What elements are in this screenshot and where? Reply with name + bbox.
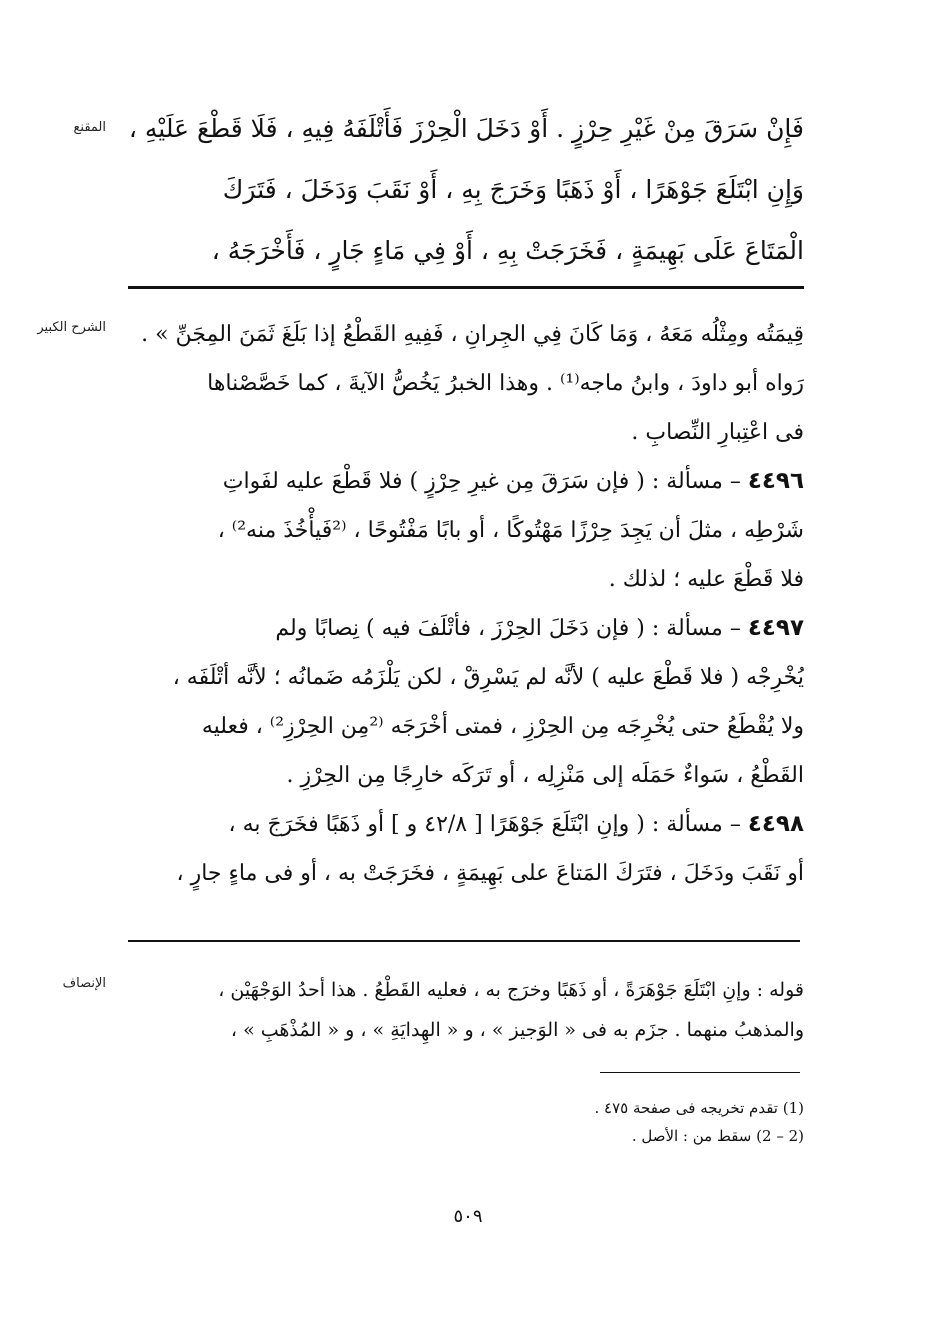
sharh-intro-line: فى اعْتِبارِ النِّصابِ . <box>631 420 804 445</box>
masala-text: – مسألة : ( وإنِ ابْتَلَعَ جَوْهَرًا [ ٤٢/٨ و ] أو ذَهَبًا فخَرَجَ به ، <box>228 812 741 837</box>
muqni-line: فَإِنْ سَرَقَ مِنْ غَيْرِ حِرْزٍ . أَوْ دَخَلَ الْحِرْزَ فَأَتْلَفَهُ فِيهِ ، فَلَا قَطْعَ عَلَيْهِ ، <box>128 114 804 143</box>
masala-text: – مسألة : ( فإن سَرَقَ مِن غيرِ حِرْزٍ ) فلا قَطْعَ عليه لفَواتِ <box>222 469 741 494</box>
muqni-line: الْمَتَاعَ عَلَى بَهِيمَةٍ ، فَخَرَجَتْ بِهِ ، أَوْ فِي مَاءٍ جَارٍ ، فَأَخْرَجَهُ ، <box>211 236 804 265</box>
masala-text: – مسألة : ( فإن دَخَلَ الحِرْزَ ، فأتْلَفَ فيه ) نِصابًا ولم <box>275 616 741 641</box>
masala-number: ٤٤٩٨ <box>747 811 804 837</box>
masala-4497-line: القَطْعُ ، سَواءٌ حَمَلَه إلى مَنْزِلِه ، أو تَرَكَه خارِجًا مِن الحِرْزِ . <box>286 763 804 788</box>
masala-4498-line: أو نَقَبَ ودَخَلَ ، فتَرَكَ المَتاعَ على بَهِيمَةٍ ، فخَرَجَتْ به ، أو فى ماءٍ جارٍ ، <box>176 861 804 886</box>
page-number: ٥٠٩ <box>453 1206 483 1227</box>
footnote: (1) تقدم تخريجه فى صفحة ٤٧٥ . <box>594 1099 804 1117</box>
insaf-text-block <box>128 970 804 1050</box>
footnote: (2 – 2) سقط من : الأصل . <box>631 1127 804 1145</box>
insaf-line: قوله : وإنِ ابْتَلَعَ جَوْهَرَةً ، أو ذَهَبًا وخرَج به ، فعليه القَطْعُ . هذا أحدُ الوَجْهَيْن ، <box>218 979 804 1001</box>
masala-4496-line: شَرْطِه ، مثلَ أن يَجِدَ حِرْزًا مَهْتُوكًا ، أو بابًا مَفْتُوحًا ، ⁽²فَيأْخُذَ منه²⁾ ، <box>217 518 804 543</box>
sharh-text-block <box>128 310 804 898</box>
masala-number: ٤٤٩٧ <box>747 615 804 641</box>
masala-number: ٤٤٩٦ <box>747 468 804 494</box>
sharh-divider <box>128 940 800 942</box>
footnotes-block <box>128 1094 804 1150</box>
masala-4497-line <box>128 604 804 653</box>
muqni-line: وَإِنِ ابْتَلَعَ جَوْهَرًا ، أَوْ ذَهَبًا وَخَرَجَ بِهِ ، أَوْ نَقَبَ وَدَخَلَ ، فَتَرَكَ <box>222 175 804 204</box>
footnote-divider <box>600 1072 800 1073</box>
masala-4498-line <box>128 800 804 849</box>
sharh-intro-line: قِيمَتُه ومِثْلُه مَعَهُ ، وَمَا كَانَ فِي الجِرانِ ، فَفِيهِ القَطْعُ إذا بَلَغَ ثَمَنَ المِجَنِّ » . <box>141 322 804 347</box>
sharh-intro-line: رَواه أبو داودَ ، وابنُ ماجه⁽¹⁾ . وهذا الخبرُ يَخُصُّ الآيةَ ، كما خَصَّصْناها <box>207 371 804 396</box>
masala-4496-line <box>128 457 804 506</box>
muqni-divider <box>128 286 804 289</box>
insaf-line: والمذهبُ منهما . جزَم به فى « الوَجيز » ، و « الهِدايَةِ » ، و « المُذْهَبِ » ، <box>230 1019 804 1041</box>
sharh-side-label: الشرح الكبير <box>37 320 106 335</box>
insaf-side-label: الإنصاف <box>62 976 106 991</box>
masala-4497-line: يُخْرِجْه ( فلا قَطْعَ عليه ) لأنَّه لم يَسْرِقْ ، لكن يَلْزَمُه ضَمانُه ؛ لأنَّه أتْلَفَه ، <box>172 665 804 690</box>
muqni-text-block <box>128 98 804 281</box>
muqni-side-label: المقنع <box>73 120 106 135</box>
masala-4497-line: ولا يُقْطَعُ حتى يُخْرِجَه مِن الحِرْزِ ، فمتى أخْرَجَه ⁽²مِن الحِرْزِ²⁾ ، فعليه <box>201 714 804 739</box>
masala-4496-line: فلا قَطْعَ عليه ؛ لذلك . <box>608 567 804 592</box>
